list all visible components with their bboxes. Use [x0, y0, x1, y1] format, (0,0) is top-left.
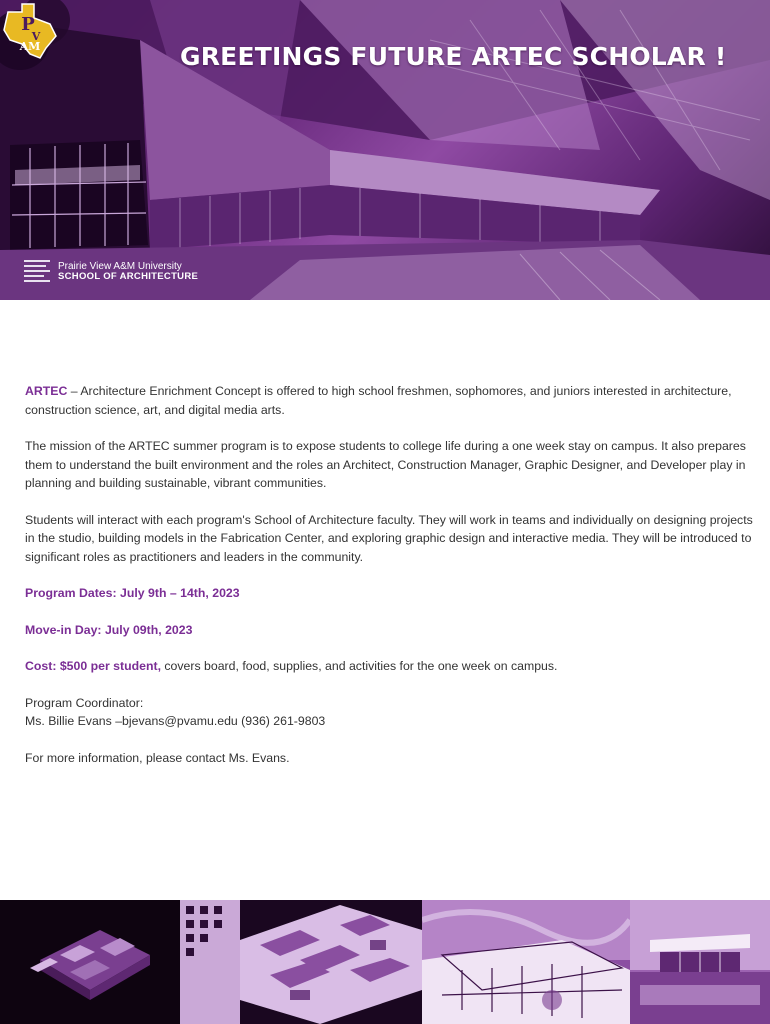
logo-university-name: Prairie View A&M University — [58, 261, 182, 273]
svg-text:V: V — [31, 30, 41, 43]
coordinator-label: Program Coordinator: — [25, 695, 144, 710]
svg-text:P: P — [21, 14, 35, 35]
header-banner — [0, 0, 770, 300]
school-of-architecture-logo — [24, 257, 198, 287]
program-dates: Program Dates: July 9th – 14th, 2023 — [25, 586, 240, 600]
intro-text: – Architecture Enrichment Concept is offered to high school freshmen, sophomores, and juniors interested in architecture, construction science, art, and digital media arts. — [25, 384, 732, 417]
page-title: GREETINGS FUTURE ARTEC SCHOLAR ! — [180, 42, 727, 71]
svg-text:AM: AM — [19, 40, 41, 53]
model-photo-1 — [0, 900, 180, 1024]
mission-paragraph: The mission of the ARTEC summer program is to expose students to college life during a one week stay on campus. It also prepares them to understand the built environment and the roles an Architect, Construction Manager, Graphic Designer, and Developer play in planning and building sustainable, vibrant communities. — [25, 439, 746, 490]
model-photo-2 — [180, 900, 422, 1024]
cost-text: covers board, food, supplies, and activities for the one week on campus. — [160, 659, 558, 673]
intro-paragraph — [25, 382, 755, 419]
building-rendering-2 — [630, 900, 770, 1024]
logo-school-name: SCHOOL OF ARCHITECTURE — [58, 271, 199, 283]
coordinator-contact[interactable]: Ms. Billie Evans –bjevans@pvamu.edu (936) 261-9803 — [25, 714, 326, 728]
school-logo-mark — [24, 258, 50, 286]
building-rendering-1 — [422, 900, 630, 1024]
cost-paragraph — [25, 657, 755, 676]
artec-term: ARTEC — [25, 384, 68, 398]
cost-label: Cost: $500 per student, — [25, 659, 161, 673]
more-info: For more information, please contact Ms. Evans. — [25, 750, 290, 765]
interaction-paragraph: Students will interact with each program's School of Architecture faculty. They will work in teams and individually on designing projects in the studio, building models in the Fabrication Center, and exploring graphic design and interactive media. They will be introduced to significant roles as practitioners and leaders in the community. — [25, 512, 753, 564]
footer-image-strip — [0, 900, 770, 1024]
main-content — [25, 382, 755, 785]
move-in-day: Move-in Day: July 09th, 2023 — [25, 622, 193, 637]
pvamu-texas-logo — [0, 0, 60, 60]
